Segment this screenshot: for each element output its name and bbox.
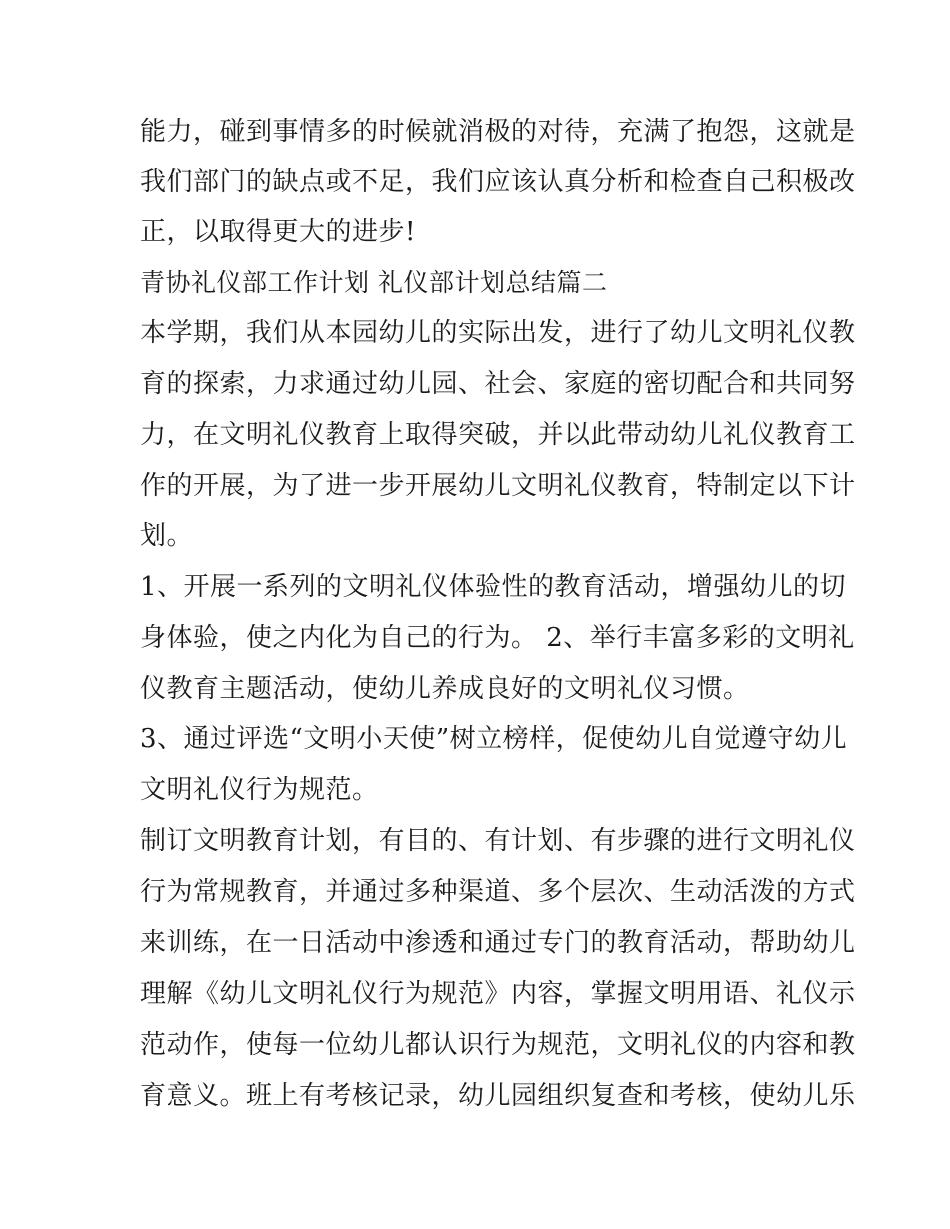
paragraph-line: 行为常规教育，并通过多种渠道、多个层次、生动活泼的方式 [140,877,856,907]
paragraph-line: 理解《幼儿文明礼仪行为规范》内容，掌握文明用语、礼仪示 [140,979,856,1009]
paragraph-line: 作的开展，为了进一步开展幼儿文明礼仪教育，特制定以下计 [140,471,856,501]
paragraph-line: 力，在文明礼仪教育上取得突破，并以此带动幼儿礼仪教育工 [140,420,856,450]
paragraph-line: 本学期，我们从本园幼儿的实际出发，进行了幼儿文明礼仪教 [140,318,856,348]
paragraph-line: 正，以取得更大的进步! [140,217,416,247]
paragraph-line: 育意义。班上有考核记录，幼儿园组织复查和考核，使幼儿乐 [140,1081,856,1111]
paragraph-line: 划。 [140,521,194,551]
paragraph-line: 能力，碰到事情多的时候就消极的对待，充满了抱怨，这就是 [140,117,856,147]
list-item-line: 仪教育主题活动，使幼儿养成良好的文明礼仪习惯。 [140,674,750,704]
section-heading: 青协礼仪部工作计划 礼仪部计划总结篇二 [140,268,608,297]
paragraph-line: 育的探索，力求通过幼儿园、社会、家庭的密切配合和共同努 [140,369,856,399]
list-item-line: 文明礼仪行为规范。 [140,775,379,805]
paragraph-line: 范动作，使每一位幼儿都认识行为规范，文明礼仪的内容和教 [140,1030,856,1060]
list-item-line: 3、通过评选“文明小天使”树立榜样，促使幼儿自觉遵守幼儿 [140,724,848,754]
paragraph-line: 来训练，在一日活动中渗透和通过专门的教育活动，帮助幼儿 [140,928,856,958]
paragraph-line: 制订文明教育计划，有目的、有计划、有步骤的进行文明礼仪 [140,826,856,856]
list-item-line: 身体验，使之内化为自己的行为。 2、举行丰富多彩的文明礼 [140,623,855,653]
list-item-line: 1、开展一系列的文明礼仪体验性的教育活动，增强幼儿的切 [140,572,847,602]
paragraph-line: 我们部门的缺点或不足，我们应该认真分析和检查自己积极改 [140,167,856,197]
